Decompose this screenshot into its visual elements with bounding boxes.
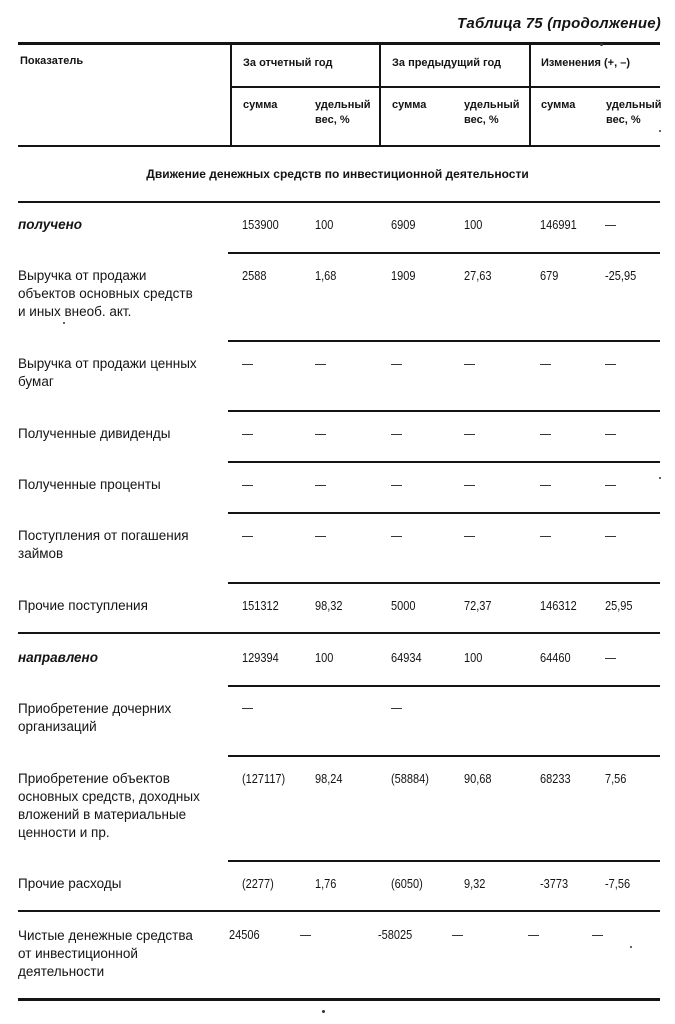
table-cell: — (300, 928, 311, 942)
table-cell: 679 (540, 269, 559, 283)
table-cell: 1,76 (315, 877, 337, 891)
table-cell: — (315, 357, 326, 371)
table-cell: — (391, 427, 402, 441)
table-cell: — (528, 928, 539, 942)
table-cell: -25,95 (605, 269, 637, 283)
table-cell: — (464, 529, 475, 543)
row-rule (228, 860, 660, 862)
table-cell: (58884) (391, 772, 429, 786)
row-label: Поступления от погашения займов (18, 528, 189, 561)
table-cell: 64460 (540, 651, 571, 665)
row-rule (228, 461, 660, 463)
table-cell: — (464, 427, 475, 441)
col-share-2: удельный вес, % (464, 99, 520, 126)
row-label: Выручка от продажи объектов основных средств и иных внеоб. акт. (18, 268, 193, 319)
table-cell: -7,56 (605, 877, 631, 891)
table-cell: -3773 (540, 877, 569, 891)
header-bottom-rule (18, 145, 660, 147)
row-rule (228, 340, 660, 342)
table-cell: 146312 (540, 599, 577, 613)
table-cell: — (605, 651, 616, 665)
section-rule (18, 201, 660, 203)
table-cell: 72,37 (464, 599, 492, 613)
row-label: Чистые денежные средства от инвестиционной деятельности (18, 928, 193, 979)
table-cell: — (605, 478, 616, 492)
table-cell: 100 (315, 218, 334, 232)
table-cell: (2277) (242, 877, 274, 891)
header-group-rule (230, 86, 660, 88)
header-divider-3 (529, 44, 531, 145)
table-cell: 100 (315, 651, 334, 665)
table-cell: 5000 (391, 599, 416, 613)
table-cell: 151312 (242, 599, 279, 613)
table-cell: 24506 (229, 928, 260, 942)
table-cell: 90,68 (464, 772, 492, 786)
table-cell: — (464, 357, 475, 371)
scan-speck (600, 43, 603, 46)
scan-speck (63, 322, 65, 324)
table-cell: 27,63 (464, 269, 492, 283)
row-label-spent: направлено (18, 650, 98, 665)
table-cell: 68233 (540, 772, 571, 786)
table-cell: — (540, 427, 551, 441)
table-cell: — (605, 529, 616, 543)
row-rule (18, 910, 660, 912)
table-cell: 100 (464, 218, 483, 232)
table-cell: — (605, 427, 616, 441)
table-cell: 64934 (391, 651, 422, 665)
row-rule (228, 755, 660, 757)
table-cell: 7,56 (605, 772, 627, 786)
table-cell: 6909 (391, 218, 416, 232)
table-cell: — (592, 928, 603, 942)
table-cell: — (242, 478, 253, 492)
row-rule (228, 410, 660, 412)
table-cell: — (315, 427, 326, 441)
row-rule (18, 632, 660, 634)
table-cell: (6050) (391, 877, 423, 891)
row-label: Прочие поступления (18, 598, 148, 613)
col-sum-1: сумма (243, 99, 278, 111)
table-cell: 9,32 (464, 877, 486, 891)
table-cell: 98,24 (315, 772, 343, 786)
row-rule (228, 685, 660, 687)
table-cell: — (315, 478, 326, 492)
row-label: Прочие расходы (18, 876, 122, 891)
row-label: Приобретение объектов основных средств, доходных вложений в материальные ценности и пр. (18, 771, 200, 840)
table-cell: — (391, 478, 402, 492)
row-rule (228, 582, 660, 584)
table-bottom-rule (18, 998, 660, 1001)
table-cell: 129394 (242, 651, 279, 665)
col-previous-year: За предыдущий год (392, 57, 502, 69)
row-label: Выручка от продажи ценных бумаг (18, 356, 197, 389)
table-cell: — (391, 701, 402, 715)
table-cell: — (540, 357, 551, 371)
scan-speck (659, 477, 661, 479)
table-cell: — (242, 529, 253, 543)
col-sum-3: сумма (541, 99, 576, 111)
table-cell: — (242, 357, 253, 371)
table-cell: 1,68 (315, 269, 337, 283)
col-reporting-year: За отчетный год (243, 57, 333, 69)
scan-speck (659, 130, 661, 132)
row-rule (228, 252, 660, 254)
table-cell: 1909 (391, 269, 416, 283)
scan-speck (322, 1010, 325, 1013)
scan-speck (630, 946, 632, 948)
row-rule (228, 512, 660, 514)
table-cell: 2588 (242, 269, 267, 283)
table-cell: -58025 (378, 928, 413, 942)
col-share-3: удельный вес, % (606, 99, 662, 126)
table-cell: — (605, 357, 616, 371)
table-cell: (127117) (242, 772, 286, 786)
table-cell: — (391, 357, 402, 371)
section-title: Движение денежных средств по инвестиционной деятельности (146, 167, 529, 181)
header-divider-2 (379, 44, 381, 145)
table-cell: — (315, 529, 326, 543)
header-top-rule (18, 42, 660, 45)
row-label: Полученные проценты (18, 477, 161, 492)
col-sum-2: сумма (392, 99, 427, 111)
table-cell: 100 (464, 651, 483, 665)
row-label-received: получено (18, 217, 82, 232)
col-indicator: Показатель (20, 55, 84, 67)
table-cell: — (605, 218, 616, 232)
table-cell: 25,95 (605, 599, 633, 613)
table-cell: 146991 (540, 218, 577, 232)
table-cell: — (540, 529, 551, 543)
table-cell: — (452, 928, 463, 942)
table-cell: — (242, 427, 253, 441)
table-cell: — (242, 701, 253, 715)
table-cell: — (464, 478, 475, 492)
col-change: Изменения (+, –) (541, 57, 630, 69)
table-cell: 153900 (242, 218, 279, 232)
header-divider-1 (230, 44, 232, 145)
col-share-1: удельный вес, % (315, 99, 371, 126)
table-cell: — (540, 478, 551, 492)
row-label: Приобретение дочерних организаций (18, 701, 172, 734)
row-label: Полученные дивиденды (18, 426, 171, 441)
table-caption: Таблица 75 (продолжение) (457, 15, 661, 32)
table-cell: 98,32 (315, 599, 343, 613)
table-cell: — (391, 529, 402, 543)
